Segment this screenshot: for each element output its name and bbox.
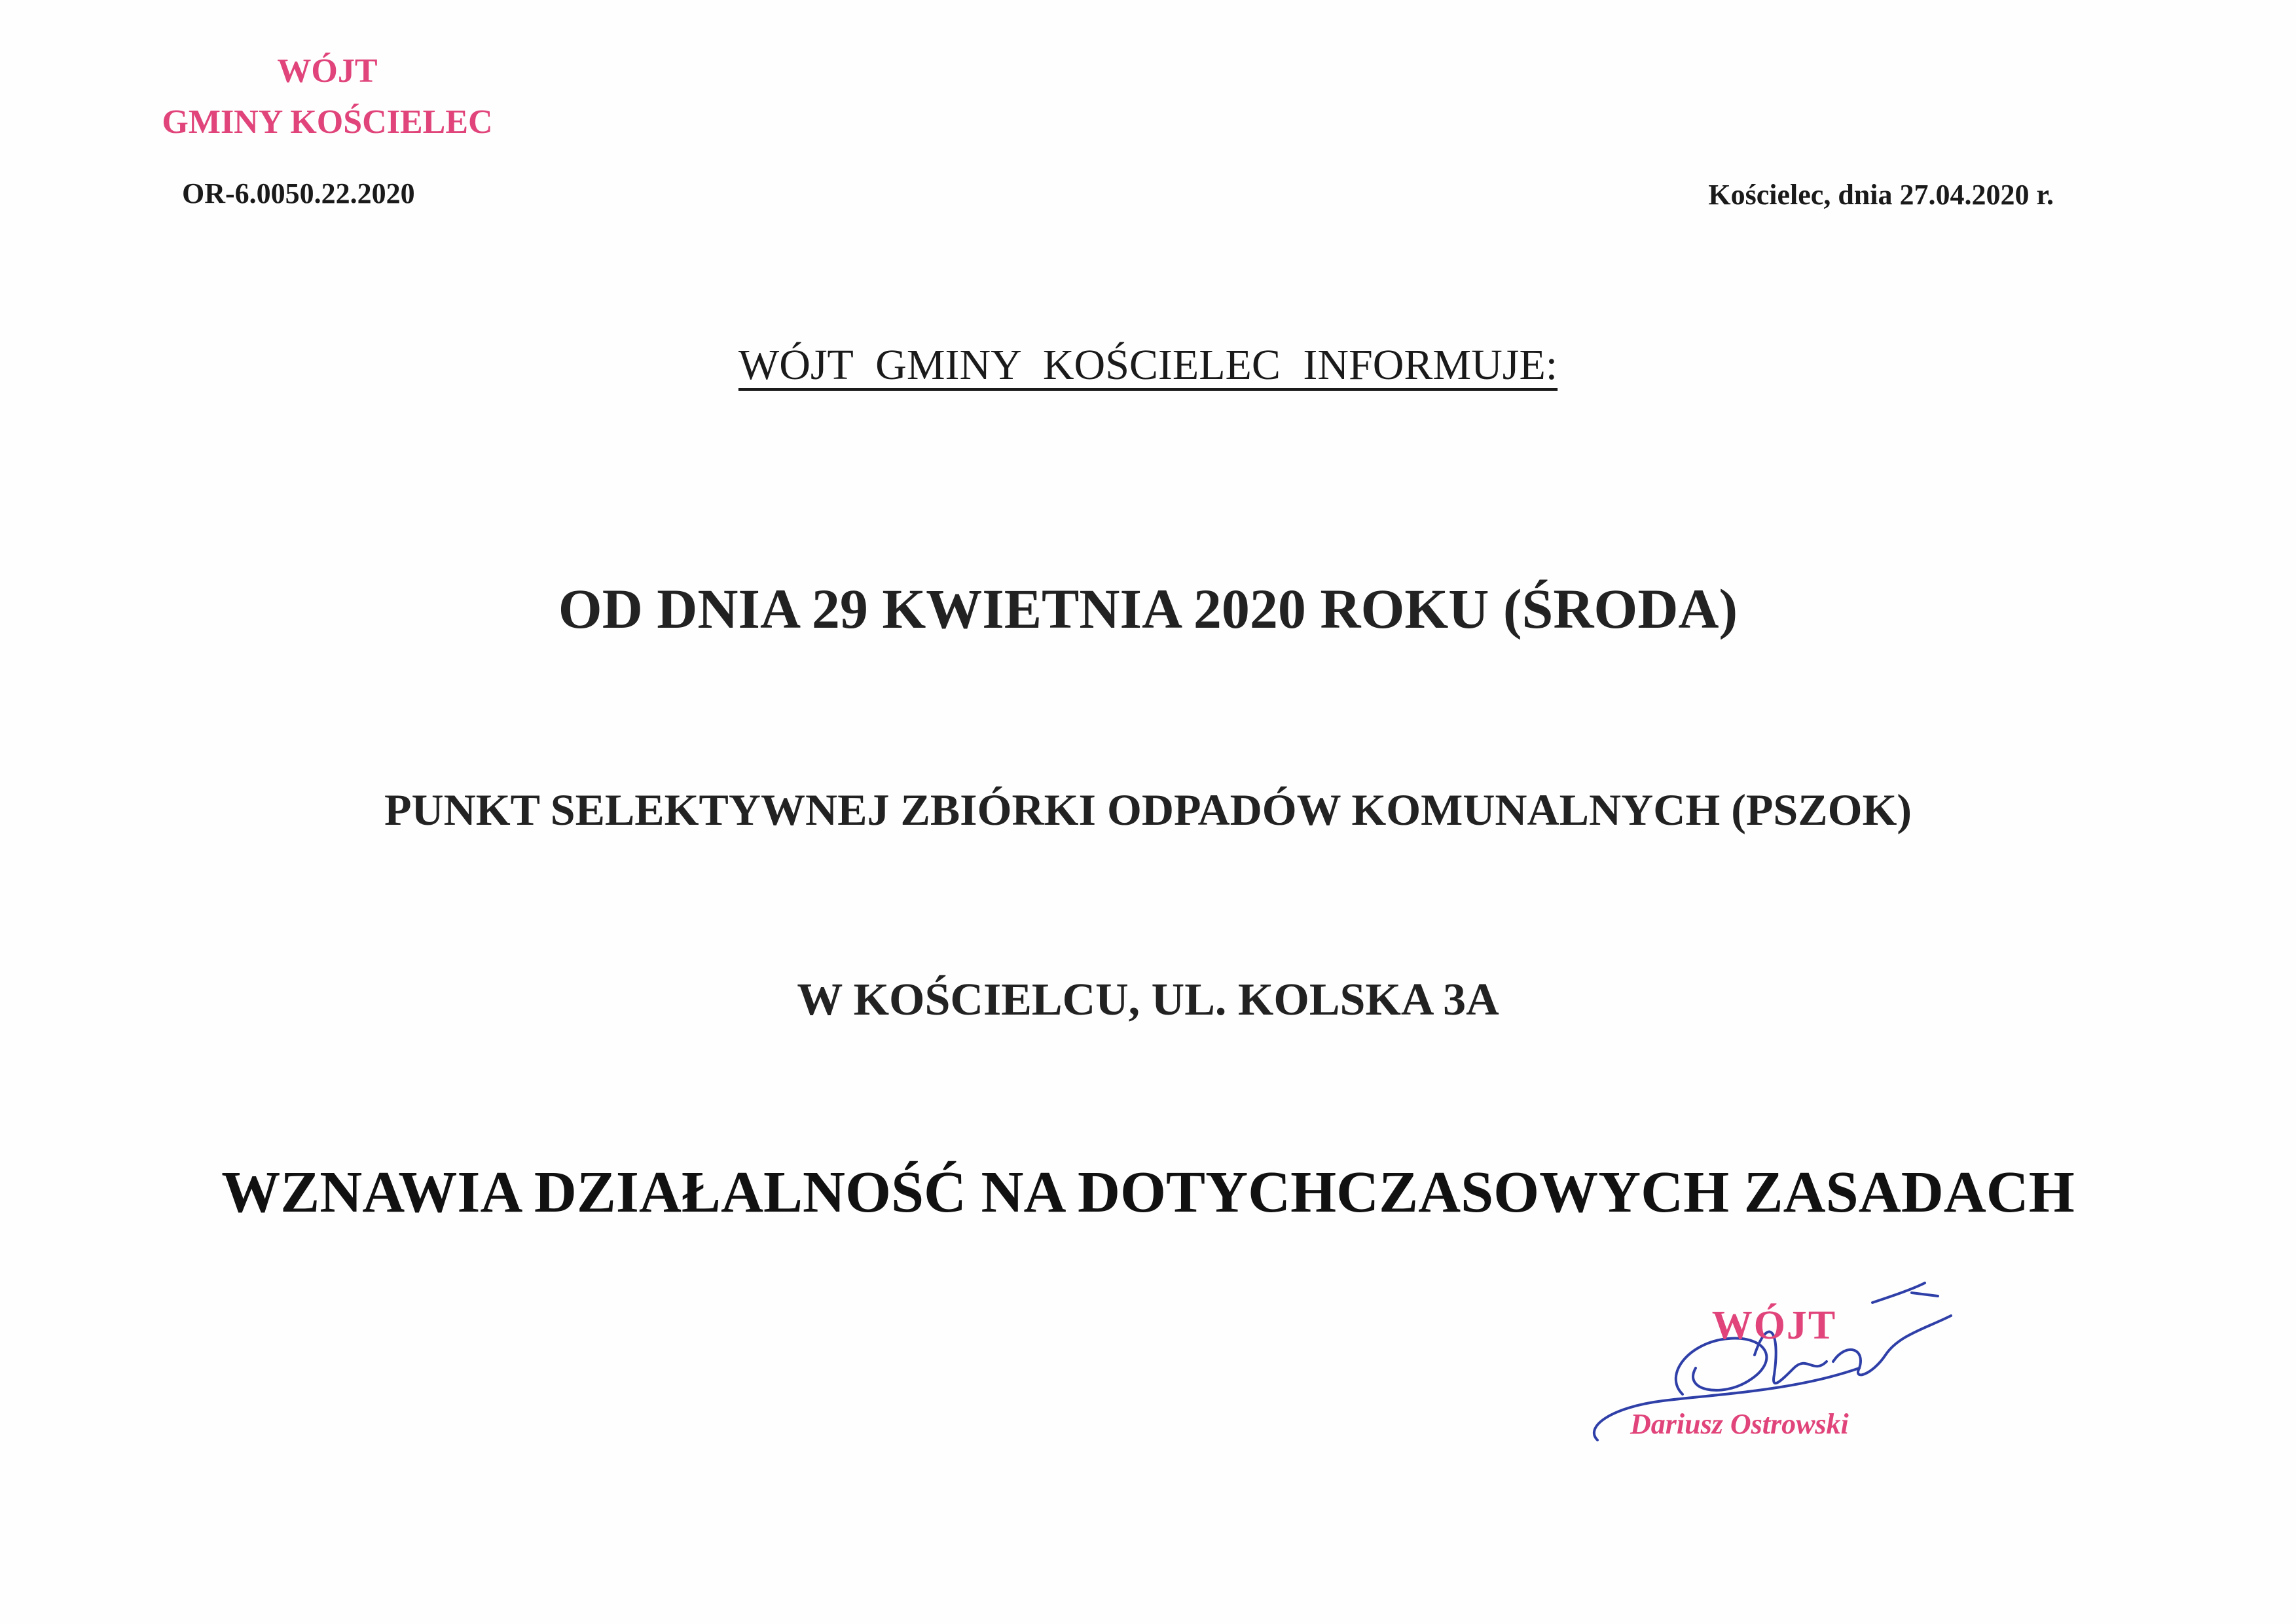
announcement-date-line: OD DNIA 29 KWIETNIA 2020 ROKU (ŚRODA) [558, 577, 1738, 640]
signature-block [1584, 1276, 1977, 1473]
announcement-heading-text: WÓJT GMINY KOŚCIELEC INFORMUJE: [738, 341, 1558, 389]
place-and-date: Kościelec, dnia 27.04.2020 r. [1708, 179, 2054, 211]
header-stamp-office: GMINY KOŚCIELEC [162, 103, 493, 141]
announcement-facility-line: PUNKT SELEKTYWNEJ ZBIÓRKI ODPADÓW KOMUNALNYCH (PSZOK) [384, 785, 1912, 835]
announcement-heading [0, 340, 2296, 390]
reference-number: OR-6.0050.22.2020 [182, 177, 415, 209]
header-stamp-role: WÓJT [277, 52, 378, 90]
signature-stamp-name: Dariusz Ostrowski [1630, 1408, 1849, 1440]
header-stamp [105, 46, 550, 148]
announcement-address-line: W KOŚCIELCU, UL. KOLSKA 3A [797, 975, 1499, 1025]
announcement-resume-line: WZNAWIA DZIAŁALNOŚĆ NA DOTYCHCZASOWYCH ZASADACH [221, 1160, 2075, 1225]
signature-stamp-role: WÓJT [1711, 1303, 1837, 1348]
